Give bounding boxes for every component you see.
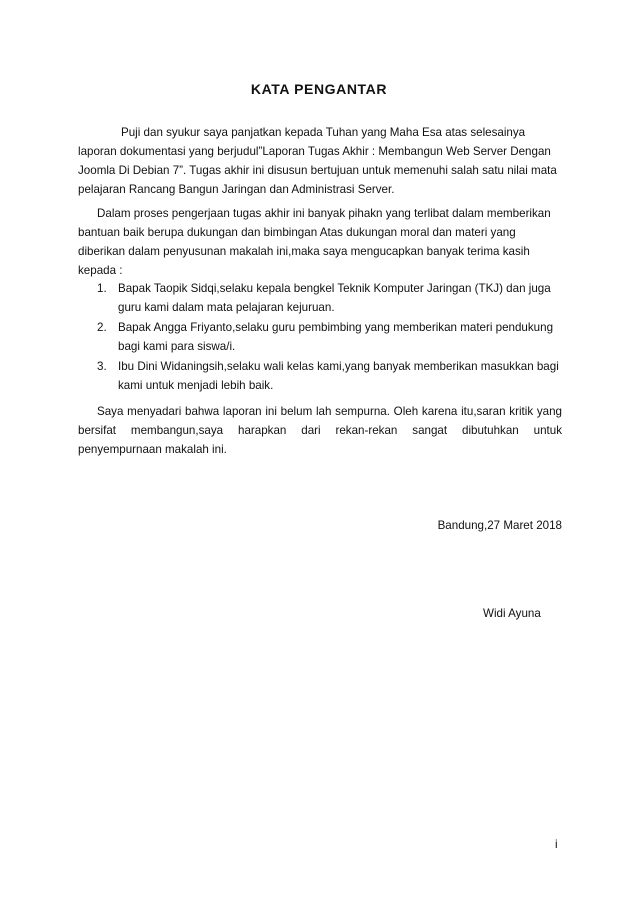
involvement-paragraph: Dalam proses pengerjaan tugas akhir ini banyak pihakn yang terlibat dalam memberikan bantuan baik berupa dukungan dan bimbingan Atas dukungan moral dan materi yang diberikan dalam penyusunan makalah ini,maka saya mengucapkan banyak terima kasih kepada : xyxy=(78,207,551,277)
list-item xyxy=(78,318,562,356)
closing-paragraph: Saya menyadari bahwa laporan ini belum lah sempurna. Oleh karena itu,saran kritik yang bersifat membangun,saya harapkan dari rekan-rekan sangat dibutuhkan untuk penyempurnaan makalah ini. xyxy=(78,405,562,456)
opening-paragraph: Puji dan syukur saya panjatkan kepada Tuhan yang Maha Esa atas selesainya laporan dokumentasi yang berjudul”Laporan Tugas Akhir : Membangun Web Server Dengan Joomla Di Debian 7”. Tugas akhir ini disusun bertujuan untuk memenuhi salah satu nilai mata pelajaran Rancang Bangun Jaringan dan Administrasi Server. xyxy=(78,126,557,196)
list-item-number: 1. xyxy=(97,282,107,295)
list-item-text: Ibu Dini Widaningsih,selaku wali kelas kami,yang banyak memberikan masukkan bagi kami untuk menjadi lebih baik. xyxy=(118,360,559,392)
list-item xyxy=(78,279,562,317)
list-item-text: Bapak Angga Friyanto,selaku guru pembimbing yang memberikan materi pendukung bagi kami para siswa/i. xyxy=(118,321,554,353)
page-number: i xyxy=(555,838,558,851)
list-item xyxy=(78,357,562,395)
list-item-number: 3. xyxy=(97,360,107,373)
page-title: KATA PENGANTAR xyxy=(250,81,388,97)
place-date: Bandung,27 Maret 2018 xyxy=(437,519,562,532)
signer-name: Widi Ayuna xyxy=(483,607,541,620)
acknowledgement-list xyxy=(78,279,562,396)
list-item-text: Bapak Taopik Sidqi,selaku kepala bengkel Teknik Komputer Jaringan (TKJ) dan juga guru kami dalam mata pelajaran kejuruan. xyxy=(118,282,551,314)
list-item-number: 2. xyxy=(97,321,107,334)
